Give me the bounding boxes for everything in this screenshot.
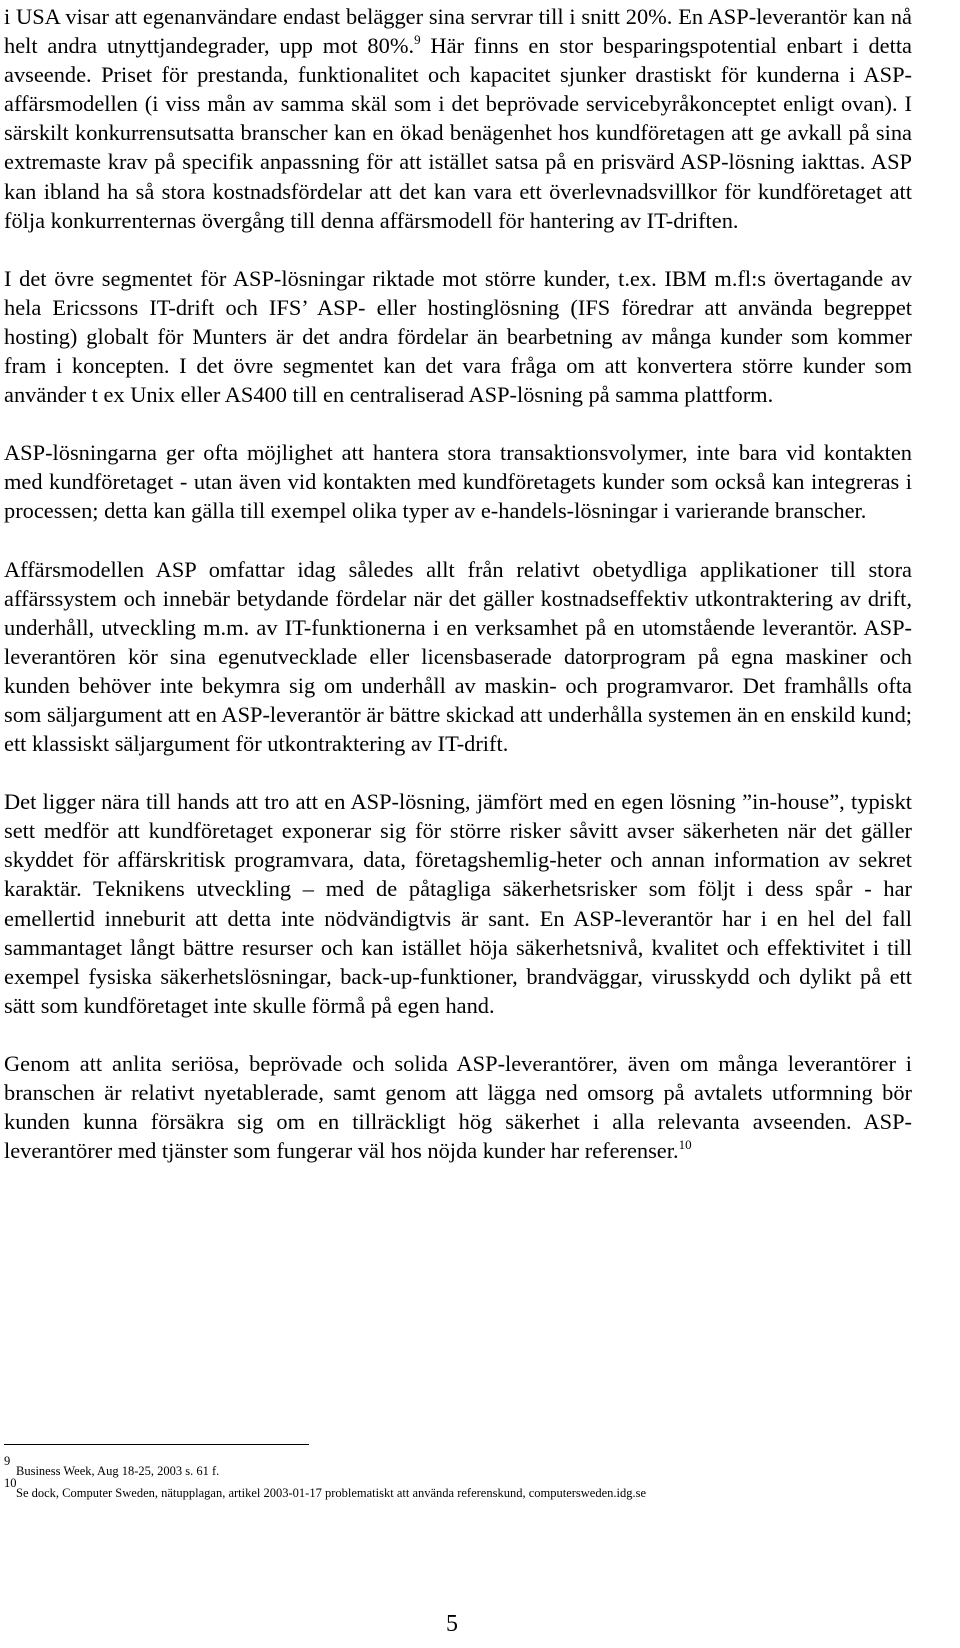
footnote-ref-10: 10 xyxy=(678,1136,692,1152)
paragraph-1-text-b: Här finns en stor besparingspotential enbart i detta avseende. Priset för prestanda, funktionalitet och kapacitet sjunker drastiskt för kunderna i ASP-affärsmodellen (i viss mån av samma skäl som i det beprövade servicebyråkonceptet enligt ovan). I särskilt konkurrensutsatta branscher kan en ökad benägenhet hos kundföretagen att ge avkall på sina extremaste krav på specifik anpassning för att istället satsa på en prisvärd ASP-lösning iakttas. ASP kan ibland ha så stora kostnadsfördelar att det kan vara ett överlevnadsvillkor för kundföretaget att följa konkurrenternas övergång till denna affärsmodell för hantering av IT-driften. xyxy=(4,33,912,233)
footnote-text: Business Week, Aug 18-25, 2003 s. 61 f. xyxy=(16,1464,220,1478)
paragraph-1 xyxy=(4,2,912,235)
footnote-separator xyxy=(4,1444,309,1445)
document-body xyxy=(4,0,912,1165)
paragraph-4: Affärsmodellen ASP omfattar idag således allt från relativt obetydliga applikationer till stora affärssystem och innebär betydande fördelar när det gäller kostnadseffektiv utkontraktering av drift, underhåll, utveckling m.m. av IT-funktionerna i en verksamhet på en utomstående leverantör. ASP-leverantören kör sina egenutvecklade eller licensbaserade datorprogram på egna maskiner och kunden behöver inte bekymra sig om underhåll av maskin- och programvaror. Det framhålls ofta som säljargument att en ASP-leverantör är bättre skickad att underhålla systemen än en enskild kund; ett klassiskt säljargument för utkontraktering av IT-drift. xyxy=(4,556,912,757)
footnote-number: 9 xyxy=(4,1454,11,1468)
paragraph-2: I det övre segmentet för ASP-lösningar riktade mot större kunder, t.ex. IBM m.fl:s övertagande av hela Ericssons IT-drift och IFS’ ASP- eller hostinglösning (IFS föredrar att använda begreppet hosting) globalt för Munters är det andra fördelar än bearbetning av många kunder som kommer fram i koncepten. I det övre segmentet kan det vara fråga om att konvertera större kunder som använder t ex Unix eller AS400 till en centraliserad ASP-lösning på samma plattform. xyxy=(4,265,912,408)
paragraph-6 xyxy=(4,1049,912,1165)
paragraph-1-text-a: i USA visar att egenanvändare endast belägger sina servrar till i snitt 20%. En ASP-leverantör kan nå helt andra utnyttjandegrader, upp mot 80%. xyxy=(4,4,912,59)
footnote-number: 10 xyxy=(4,1476,17,1490)
footnote-text: Se dock, Computer Sweden, nätupplagan, artikel 2003-01-17 problematiskt att använda referenskund, computersweden.idg.se xyxy=(16,1486,647,1500)
paragraph-6-text: Genom att anlita seriösa, beprövade och solida ASP-leverantörer, även om många leverantörer i branschen är relativt nyetablerade, samt genom att lägga ned omsorg på avtalets utformning bör kunden kunna försäkra sig om en tillräckligt hög säkerhet i alla relevanta avseenden. ASP-leverantörer med tjänster som fungerar väl hos nöjda kunder har referenser. xyxy=(4,1050,912,1164)
page-number: 5 xyxy=(446,1611,458,1637)
paragraph-5: Det ligger nära till hands att tro att en ASP-lösning, jämfört med en egen lösning ”in-house”, typiskt sett medför att kundföretaget exponerar sig för större risker såvitt avser säkerheten när det gäller skyddet för affärskritisk programvara, data, företagshemlig-heter och annan information av sekret karaktär. Teknikens utveckling – med de påtagliga säkerhetsrisker som följt i dess spår - har emellertid inneburit att detta inte nödvändigtvis är sant. En ASP-leverantör har i en hel del fall sammantaget långt bättre resurser och kan istället höja säkerhetsnivå, kvalitet och effektivitet i till exempel fysiska säkerhetslösningar, back-up-funktioner, brandväggar, virusskydd och dylikt på ett sätt som kundföretaget inte skulle förmå på egen hand. xyxy=(4,789,912,1018)
footnote-ref-9: 9 xyxy=(414,31,421,47)
paragraph-3: ASP-lösningarna ger ofta möjlighet att hantera stora transaktionsvolymer, inte bara vid kontakten med kundföretaget - utan även vid kontakten med kundföretagets kunder som också kan integreras i processen; detta kan gälla till exempel olika typer av e-handels-lösningar i varierande branscher. xyxy=(4,440,912,524)
